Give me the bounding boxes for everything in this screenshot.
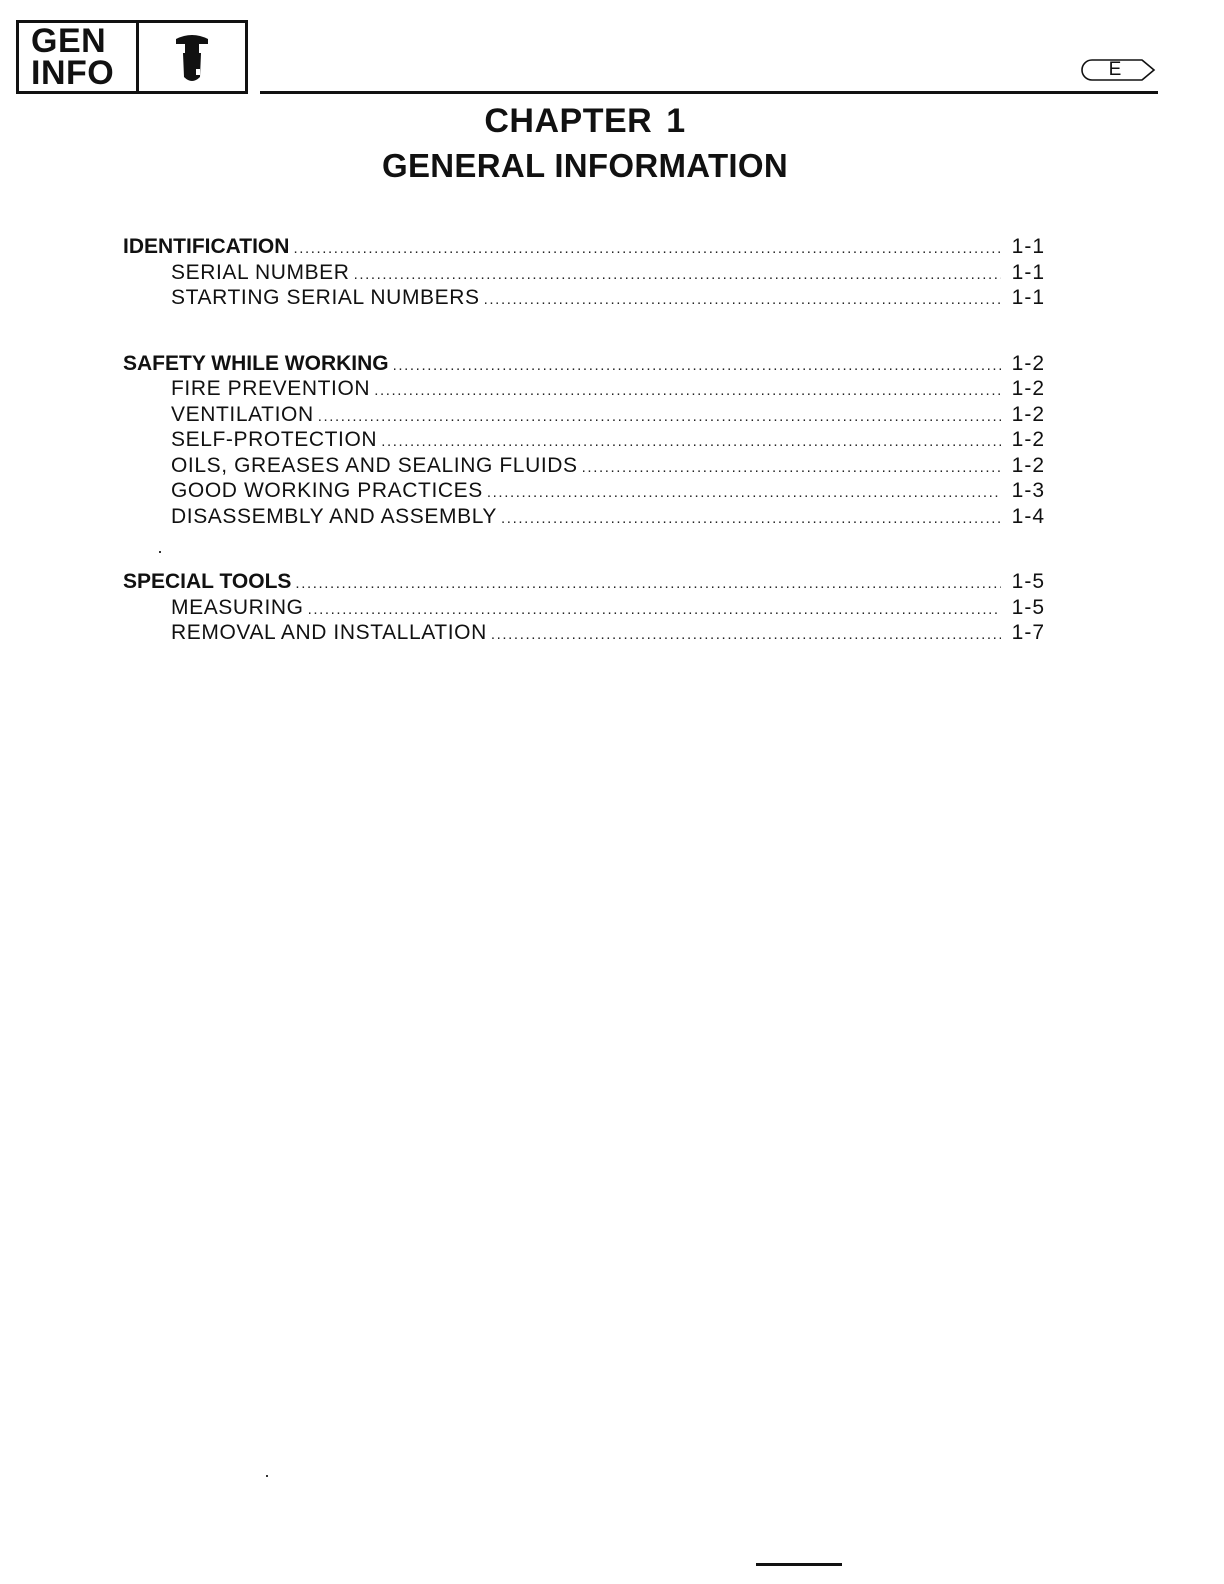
toc-sub-entry[interactable] bbox=[123, 454, 1045, 480]
toc-entry-title: FIRE PREVENTION bbox=[171, 377, 371, 400]
chapter-heading bbox=[0, 102, 1170, 141]
toc-main-entry[interactable] bbox=[123, 570, 1045, 596]
toc-page-number: 1-2 bbox=[1011, 402, 1045, 426]
toc-entry-title: SPECIAL TOOLS bbox=[123, 570, 292, 593]
dot-leader bbox=[501, 510, 1001, 527]
language-badge bbox=[1080, 58, 1156, 82]
dot-leader bbox=[308, 601, 1001, 618]
toc-sub-entry[interactable] bbox=[123, 596, 1045, 622]
language-code: E bbox=[1108, 59, 1122, 80]
toc-page-number: 1-1 bbox=[1011, 286, 1045, 309]
toc-page-number: 1-4 bbox=[1011, 504, 1045, 528]
toc-entry-title: SAFETY WHILE WORKING bbox=[123, 351, 389, 375]
toc-page-number: 1-5 bbox=[1011, 595, 1045, 619]
toc-page-number: 1-2 bbox=[1011, 453, 1045, 477]
toc-entry-title: SELF-PROTECTION bbox=[171, 428, 378, 451]
toc-entry-title: SERIAL NUMBER bbox=[171, 260, 350, 284]
toc-page-number: 1-2 bbox=[1011, 428, 1045, 451]
outboard-motor-icon bbox=[139, 23, 245, 91]
toc-main-entry[interactable] bbox=[123, 352, 1045, 378]
dot-leader bbox=[582, 459, 1001, 476]
section-tab bbox=[16, 20, 248, 94]
section-tab-line1: GEN bbox=[31, 22, 107, 60]
toc-entry-title: OILS, GREASES AND SEALING FLUIDS bbox=[171, 453, 578, 477]
toc-main-entry[interactable] bbox=[123, 235, 1045, 261]
toc-page-number: 1-5 bbox=[1011, 570, 1045, 593]
toc-sub-entry[interactable] bbox=[123, 261, 1045, 287]
toc-page-number: 1-2 bbox=[1011, 351, 1045, 375]
toc-sub-entry[interactable] bbox=[123, 505, 1045, 531]
table-of-contents bbox=[123, 235, 1045, 687]
toc-sub-entry[interactable] bbox=[123, 479, 1045, 505]
toc-sub-entry[interactable] bbox=[123, 286, 1045, 312]
section-tab-label bbox=[19, 23, 139, 91]
toc-section bbox=[123, 352, 1045, 531]
toc-page-number: 1-7 bbox=[1011, 621, 1045, 644]
toc-entry-title: STARTING SERIAL NUMBERS bbox=[171, 286, 480, 309]
toc-page-number: 1-2 bbox=[1011, 377, 1045, 400]
chapter-label: CHAPTER bbox=[484, 102, 653, 140]
toc-sub-entry[interactable] bbox=[123, 403, 1045, 429]
dot-leader bbox=[484, 291, 1001, 308]
toc-page-number: 1-1 bbox=[1011, 260, 1045, 284]
chapter-title: GENERAL INFORMATION bbox=[382, 147, 788, 184]
page-bottom-mark bbox=[756, 1563, 842, 1566]
header-rule bbox=[260, 91, 1158, 94]
toc-sub-entry[interactable] bbox=[123, 428, 1045, 454]
toc-entry-title: IDENTIFICATION bbox=[123, 235, 290, 258]
dot-leader bbox=[487, 484, 1001, 501]
dot-leader bbox=[295, 575, 1001, 592]
section-tab-line2: INFO bbox=[31, 54, 115, 92]
toc-section bbox=[123, 235, 1045, 312]
toc-entry-title: GOOD WORKING PRACTICES bbox=[171, 479, 483, 502]
dot-leader bbox=[293, 240, 1001, 257]
toc-entry-title: REMOVAL AND INSTALLATION bbox=[171, 621, 487, 644]
toc-entry-title: MEASURING bbox=[171, 595, 304, 619]
toc-entry-title: DISASSEMBLY AND ASSEMBLY bbox=[171, 504, 498, 528]
dot-leader bbox=[374, 382, 1001, 399]
toc-section bbox=[123, 570, 1045, 647]
dot-leader bbox=[381, 433, 1001, 450]
chapter-number: 1 bbox=[666, 102, 686, 140]
scan-speck bbox=[159, 551, 161, 553]
toc-page-number: 1-3 bbox=[1011, 479, 1045, 502]
dot-leader bbox=[318, 408, 1001, 425]
scan-speck bbox=[266, 1475, 268, 1477]
toc-page-number: 1-1 bbox=[1011, 235, 1045, 258]
dot-leader bbox=[491, 626, 1001, 643]
toc-entry-title: VENTILATION bbox=[171, 402, 314, 426]
toc-sub-entry[interactable] bbox=[123, 377, 1045, 403]
dot-leader bbox=[393, 357, 1001, 374]
toc-sub-entry[interactable] bbox=[123, 621, 1045, 647]
dot-leader bbox=[354, 266, 1001, 283]
